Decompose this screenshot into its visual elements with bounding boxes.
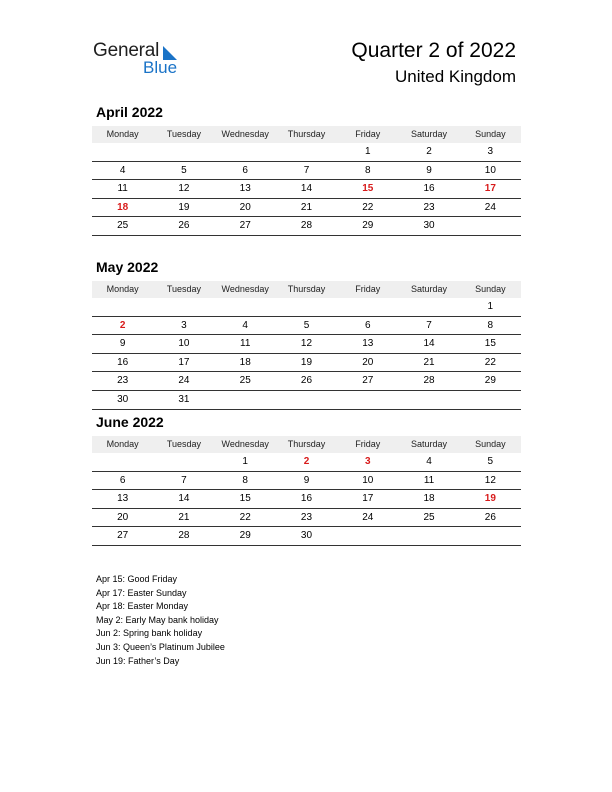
day-cell [398,527,459,545]
week-row [92,372,521,391]
day-cell: 27 [239,220,251,232]
day-cell: 2 [426,146,432,157]
weekday-label: Friday [355,284,381,294]
day-cell: 3 [181,319,187,331]
day-cell [460,217,521,235]
weekday-label: Wednesday [221,439,269,449]
day-cell: 6 [364,319,371,331]
week-row [92,391,521,410]
day-cell: 1 [364,146,371,157]
day-cell: 15 [239,493,251,505]
day-cell [460,527,521,545]
week-row [92,217,521,236]
day-cell [276,298,337,316]
day-cell: 8 [364,164,371,176]
day-cell [337,391,398,409]
day-cell: 21 [423,356,435,368]
day-cell: 22 [484,356,496,368]
weekday-label: Monday [106,439,139,449]
day-cell: 21 [300,201,313,213]
holiday-note: Jun 3: Queen’s Platinum Jubilee [96,641,225,652]
month-title: April 2022 [96,104,163,120]
day-cell: 19 [300,356,313,368]
day-cell: 22 [239,511,251,523]
weekday-label: Thursday [287,129,326,139]
logo [93,40,188,80]
day-cell: 12 [178,183,190,195]
day-cell: 16 [423,183,435,195]
day-cell: 31 [178,393,190,405]
weekday-label: Saturday [411,129,448,139]
day-cell: 26 [300,375,313,387]
day-cell [337,527,398,545]
day-cell: 27 [117,530,129,542]
weekday-label: Monday [106,284,139,294]
day-cell: 18 [423,493,435,505]
week-row [92,199,521,218]
week-row [92,317,521,336]
day-cell: 12 [300,338,313,350]
day-cell: 10 [362,474,374,486]
day-cell: 7 [303,164,310,176]
logo-general-text: General [93,40,160,61]
weekday-header [92,436,521,453]
holiday-note: May 2: Early May bank holiday [96,614,219,625]
day-cell: 20 [362,356,374,368]
day-cell: 25 [423,511,435,523]
day-cell: 2 [303,456,310,467]
day-cell: 5 [487,456,494,467]
day-cell: 23 [300,511,313,523]
day-cell: 11 [117,183,128,195]
day-cell: 25 [239,375,251,387]
day-cell [276,391,337,409]
weekday-label: Saturday [411,439,448,449]
week-row [92,162,521,181]
day-cell: 8 [242,474,248,486]
day-cell: 14 [423,338,435,350]
day-cell: 4 [119,164,126,176]
weekday-label: Sunday [475,129,506,139]
day-cell: 13 [117,493,129,505]
day-cell: 15 [362,183,374,195]
day-cell: 17 [484,183,496,195]
day-cell: 30 [117,393,129,405]
day-cell [153,298,214,316]
holiday-note: Apr 18: Easter Monday [96,601,189,612]
weekday-label: Tuesday [166,284,202,294]
page-subtitle: United Kingdom [395,67,516,86]
day-cell [276,143,337,161]
day-cell [153,453,214,471]
day-cell: 20 [239,201,251,213]
weekday-label: Wednesday [221,284,269,294]
day-cell: 9 [303,474,310,486]
day-cell [398,391,459,409]
day-cell [215,298,276,316]
day-cell [215,143,276,161]
month-title: May 2022 [96,259,159,275]
weekday-label: Friday [355,129,381,139]
day-cell: 3 [364,456,371,467]
day-cell: 15 [484,338,496,350]
week-row [92,490,521,509]
weekday-label: Thursday [287,439,326,449]
day-cell [398,298,459,316]
day-cell: 16 [117,356,129,368]
day-cell: 24 [178,375,190,387]
day-cell: 4 [242,319,248,331]
day-cell: 1 [487,301,494,312]
day-cell: 11 [240,338,251,350]
week-row [92,453,521,472]
page-title: Quarter 2 of 2022 [351,39,516,62]
day-cell: 23 [117,375,129,387]
day-cell: 18 [239,356,251,368]
day-cell: 28 [300,220,313,232]
week-row [92,298,521,317]
day-cell: 12 [484,474,496,486]
day-cell: 2 [119,319,126,331]
day-cell: 13 [362,338,374,350]
week-row [92,354,521,373]
weekday-label: Monday [106,129,139,139]
day-cell: 23 [423,201,435,213]
day-cell: 16 [300,493,313,505]
holiday-note: Jun 19: Father’s Day [96,655,180,666]
weekday-header [92,281,521,298]
day-cell: 9 [426,164,432,176]
day-cell: 20 [117,511,129,523]
weekday-label: Wednesday [221,129,269,139]
weekday-label: Thursday [287,284,326,294]
week-row [92,335,521,354]
day-cell: 7 [181,474,187,486]
day-cell: 10 [178,338,190,350]
day-cell: 4 [426,456,432,467]
logo-blue-text: Blue [143,58,178,77]
day-cell: 22 [362,201,374,213]
week-row [92,143,521,162]
month-title: June 2022 [96,414,164,430]
holiday-note: Apr 17: Easter Sunday [96,587,187,598]
day-cell: 8 [487,319,494,331]
day-cell [215,391,276,409]
day-cell: 26 [484,511,496,523]
weekday-header [92,126,521,143]
holiday-note: Jun 2: Spring bank holiday [96,628,203,639]
day-cell: 5 [303,319,310,331]
day-cell: 28 [178,530,190,542]
week-row [92,527,521,546]
day-cell: 19 [484,493,496,505]
day-cell: 30 [423,220,435,232]
day-cell: 9 [119,338,126,350]
day-cell [92,298,153,316]
day-cell: 11 [423,474,435,486]
day-cell: 27 [362,375,374,387]
day-cell: 7 [426,319,432,331]
day-cell: 24 [362,511,374,523]
day-cell: 17 [362,493,374,505]
day-cell: 14 [178,493,190,505]
day-cell: 13 [239,183,251,195]
day-cell: 1 [242,456,248,467]
month-april [92,104,521,236]
day-cell: 6 [242,164,248,176]
month-may [92,259,521,410]
weekday-label: Tuesday [166,129,202,139]
day-cell: 30 [300,530,313,542]
day-cell: 29 [362,220,374,232]
day-cell [337,298,398,316]
weekday-label: Sunday [475,284,506,294]
day-cell: 10 [484,164,496,176]
day-cell: 25 [117,220,129,232]
day-cell: 29 [239,530,251,542]
holiday-notes [96,573,225,668]
week-row [92,472,521,491]
day-cell: 29 [484,375,496,387]
day-cell [92,143,153,161]
week-row [92,180,521,199]
day-cell: 3 [487,146,494,157]
weekday-label: Friday [355,439,381,449]
day-cell: 6 [119,474,126,486]
day-cell: 18 [117,201,129,213]
day-cell [460,391,521,409]
holiday-note: Apr 15: Good Friday [96,574,178,584]
day-cell: 17 [178,356,190,368]
month-june [92,414,521,546]
day-cell: 26 [178,220,190,232]
day-cell [153,143,214,161]
day-cell: 24 [484,201,496,213]
day-cell: 14 [300,183,313,195]
day-cell [92,453,153,471]
day-cell: 5 [181,164,187,176]
day-cell: 19 [178,201,190,213]
weekday-label: Sunday [475,439,506,449]
day-cell: 28 [423,375,435,387]
weekday-label: Saturday [411,284,448,294]
week-row [92,509,521,528]
weekday-label: Tuesday [166,439,202,449]
day-cell: 21 [178,511,190,523]
